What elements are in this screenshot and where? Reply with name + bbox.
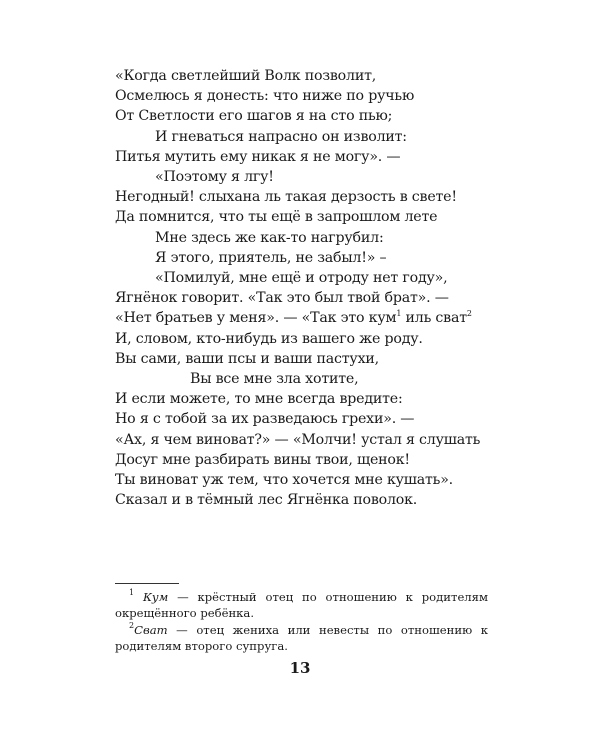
- footnote-2: [115, 622, 488, 655]
- poem-line: «Поэтому я лгу!: [155, 169, 274, 186]
- line-text: «Нет братьев у меня». — «Так это кум: [115, 310, 397, 327]
- footnote-1: [115, 589, 488, 622]
- poem-line: Но я с тобой за их разведаюсь грехи». —: [115, 411, 415, 428]
- poem-line-with-footnotes: [115, 308, 495, 328]
- footnote-term: Кум: [142, 590, 169, 604]
- poem-line: Осмелюсь я донесть: что ниже по ручью: [115, 88, 415, 105]
- poem-line: Сказал и в тёмный лес Ягнёнка поволок.: [115, 492, 418, 509]
- footnote-marker: 2: [129, 620, 135, 630]
- line-text: иль сват: [401, 310, 467, 327]
- footnote-ref-2[interactable]: 2: [466, 309, 472, 319]
- poem-line: И гневаться напрасно он изволит:: [155, 128, 407, 145]
- poem-line: И, словом, кто-нибудь из вашего же роду.: [115, 330, 423, 347]
- footnote-term: Сват: [134, 622, 168, 637]
- poem-line: Вы все мне зла хотите,: [190, 371, 359, 388]
- footnote-divider: [115, 583, 179, 584]
- page-number: 13: [289, 659, 311, 677]
- poem-line: Ягнёнок говорит. «Так это был твой брат». —: [115, 290, 449, 307]
- footnote-marker: 1: [129, 588, 135, 597]
- poem-line: «Когда светлейший Волк позволит,: [115, 68, 377, 84]
- poem-line: Ты виноват уж тем, что хочется мне кушать».: [115, 472, 453, 489]
- poem-line: И если можете, то мне всегда вредите:: [115, 391, 403, 408]
- poem-line: «Ах, я чем виноват?» — «Молчи! устал я слушать: [115, 431, 481, 448]
- footnote-definition: — отец жениха или невесты по отношению к родителям второго супруга.: [115, 622, 488, 654]
- poem-line: Мне здесь же как-то нагрубил:: [155, 229, 384, 246]
- footnote-definition: — крёстный отец по отношению к родителям окрещённого ребёнка.: [115, 590, 489, 621]
- footnotes: [115, 589, 488, 655]
- poem-line: Питья мутить ему никак я не могу». —: [115, 148, 401, 165]
- poem-line: Да помнится, что ты ещё в запрошлом лете: [115, 209, 438, 226]
- poem-line: Негодный! слыхана ль такая дерзость в свете!: [115, 189, 457, 206]
- poem-text: [115, 66, 495, 510]
- poem-line: Вы сами, ваши псы и ваши пастухи,: [115, 350, 379, 367]
- poem-line: Я этого, приятель, не забыл!» –: [155, 249, 387, 266]
- poem-line: Досуг мне разбирать вины твои, щенок!: [115, 451, 410, 468]
- poem-line: От Светлости его шагов я на сто пью;: [115, 108, 393, 125]
- footnote-ref-1[interactable]: 1: [396, 309, 402, 319]
- poem-line: «Помилуй, мне ещё и отроду нет году»,: [155, 270, 448, 287]
